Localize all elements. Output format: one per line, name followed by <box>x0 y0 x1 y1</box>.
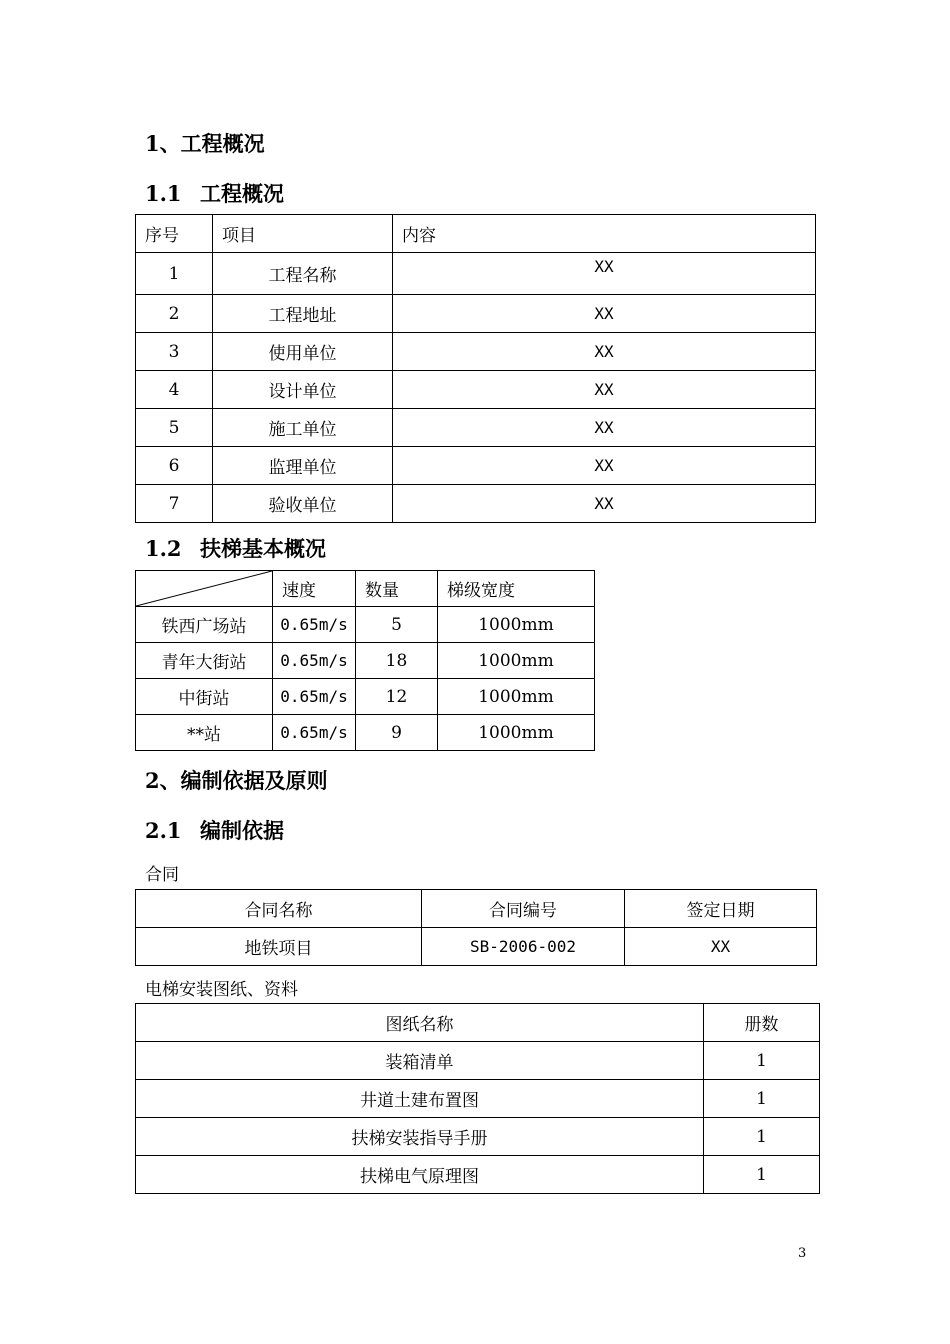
contract-caption: 合同 <box>145 865 179 885</box>
seq-cell: 1 <box>136 253 213 295</box>
content-cell: XX <box>393 371 816 409</box>
seq-cell: 2 <box>136 295 213 333</box>
header-cell: 梯级宽度 <box>438 571 595 607</box>
content-cell: XX <box>393 253 816 295</box>
section-1-2-heading <box>145 533 326 563</box>
content-cell: XX <box>393 295 816 333</box>
drawing-name-cell: 井道土建布置图 <box>136 1080 704 1118</box>
header-cell: 合同编号 <box>422 890 625 928</box>
seq-cell: 5 <box>136 409 213 447</box>
table-header-row <box>136 215 816 253</box>
quantity-cell: 12 <box>356 679 438 715</box>
content-cell: XX <box>393 409 816 447</box>
table-row <box>136 1042 820 1080</box>
header-cell: 项目 <box>213 215 393 253</box>
drawing-name-cell: 扶梯安装指导手册 <box>136 1118 704 1156</box>
quantity-cell: 5 <box>356 607 438 643</box>
table-row <box>136 333 816 371</box>
volume-count-cell: 1 <box>704 1118 820 1156</box>
table-row <box>136 1080 820 1118</box>
step-width-cell: 1000mm <box>438 679 595 715</box>
volume-count-cell: 1 <box>704 1080 820 1118</box>
table-header-row <box>136 1004 820 1042</box>
table-row <box>136 643 595 679</box>
volume-count-cell: 1 <box>704 1042 820 1080</box>
section-1-heading: 1、工程概况 <box>145 131 265 156</box>
step-width-cell: 1000mm <box>438 643 595 679</box>
item-cell: 验收单位 <box>213 485 393 523</box>
escalator-overview-table <box>135 570 595 751</box>
quantity-cell: 9 <box>356 715 438 751</box>
step-width-cell: 1000mm <box>438 715 595 751</box>
header-cell: 图纸名称 <box>136 1004 704 1042</box>
item-cell: 设计单位 <box>213 371 393 409</box>
contract-name-cell: 地铁项目 <box>136 928 422 966</box>
diagonal-header-cell <box>136 571 273 607</box>
diagonal-line <box>136 571 272 606</box>
table-header-row <box>136 571 595 607</box>
header-cell: 册数 <box>704 1004 820 1042</box>
contract-table <box>135 889 817 966</box>
header-cell: 合同名称 <box>136 890 422 928</box>
station-cell: 铁西广场站 <box>136 607 273 643</box>
item-cell: 工程地址 <box>213 295 393 333</box>
speed-cell: 0.65m/s <box>273 607 356 643</box>
contract-number-cell: SB-2006-002 <box>422 928 625 966</box>
quantity-cell: 18 <box>356 643 438 679</box>
seq-cell: 4 <box>136 371 213 409</box>
header-cell: 数量 <box>356 571 438 607</box>
header-cell: 签定日期 <box>625 890 817 928</box>
table-row <box>136 253 816 295</box>
speed-cell: 0.65m/s <box>273 715 356 751</box>
section-1-1-heading <box>145 178 284 208</box>
table-row <box>136 928 817 966</box>
project-overview-table <box>135 214 816 523</box>
table-header-row <box>136 890 817 928</box>
section-number: 1.2 <box>145 536 182 561</box>
station-cell: 青年大街站 <box>136 643 273 679</box>
table-row <box>136 679 595 715</box>
table-row <box>136 1156 820 1194</box>
drawing-name-cell: 装箱清单 <box>136 1042 704 1080</box>
item-cell: 工程名称 <box>213 253 393 295</box>
section-title: 编制依据 <box>200 818 284 843</box>
volume-count-cell: 1 <box>704 1156 820 1194</box>
table-row <box>136 409 816 447</box>
speed-cell: 0.65m/s <box>273 643 356 679</box>
content-cell: XX <box>393 485 816 523</box>
sign-date-cell: XX <box>625 928 817 966</box>
drawings-caption: 电梯安装图纸、资料 <box>145 980 298 1000</box>
table-row <box>136 371 816 409</box>
seq-cell: 3 <box>136 333 213 371</box>
section-number: 1.1 <box>145 181 182 206</box>
item-cell: 施工单位 <box>213 409 393 447</box>
table-row <box>136 447 816 485</box>
header-cell: 速度 <box>273 571 356 607</box>
header-cell: 内容 <box>393 215 816 253</box>
section-2-heading: 2、编制依据及原则 <box>145 768 328 793</box>
speed-cell: 0.65m/s <box>273 679 356 715</box>
section-number: 2.1 <box>145 818 182 843</box>
table-row <box>136 715 595 751</box>
page-number: 3 <box>798 1246 807 1261</box>
header-cell: 序号 <box>136 215 213 253</box>
content-cell: XX <box>393 447 816 485</box>
table-row <box>136 485 816 523</box>
station-cell: 中街站 <box>136 679 273 715</box>
step-width-cell: 1000mm <box>438 607 595 643</box>
seq-cell: 7 <box>136 485 213 523</box>
table-row <box>136 295 816 333</box>
table-row <box>136 1118 820 1156</box>
seq-cell: 6 <box>136 447 213 485</box>
table-row <box>136 607 595 643</box>
drawing-name-cell: 扶梯电气原理图 <box>136 1156 704 1194</box>
section-title: 工程概况 <box>200 181 284 206</box>
drawings-table <box>135 1003 820 1194</box>
content-cell: XX <box>393 333 816 371</box>
item-cell: 监理单位 <box>213 447 393 485</box>
section-2-1-heading <box>145 815 284 845</box>
section-title: 扶梯基本概况 <box>200 536 326 561</box>
station-cell: **站 <box>136 715 273 751</box>
item-cell: 使用单位 <box>213 333 393 371</box>
